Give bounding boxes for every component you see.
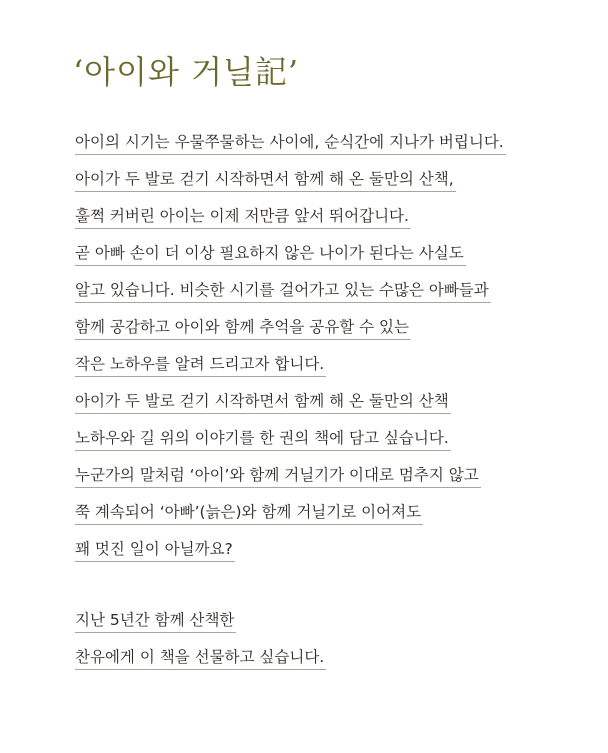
- text-line: 곧 아빠 손이 더 이상 필요하지 않은 나이가 된다는 사실도: [75, 241, 466, 266]
- text-line: 알고 있습니다. 비슷한 시기를 걸어가고 있는 수많은 아빠들과: [75, 278, 491, 303]
- paragraph-gap: [75, 574, 595, 608]
- text-line: 노하우와 길 위의 이야기를 한 권의 책에 담고 싶습니다.: [75, 426, 451, 451]
- text-line: 찬유에게 이 책을 선물하고 싶습니다.: [75, 645, 326, 670]
- text-line: 훌쩍 커버린 아이는 이제 저만큼 앞서 뛰어갑니다.: [75, 204, 411, 229]
- text-line: 함께 공감하고 아이와 함께 추억을 공유할 수 있는: [75, 315, 411, 340]
- text-line: 작은 노하우를 알려 드리고자 합니다.: [75, 352, 326, 377]
- text-line: 아이가 두 발로 걷기 시작하면서 함께 해 온 둘만의 산책,: [75, 167, 456, 192]
- text-line: 쭉 계속되어 ‘아빠’(늙은)와 함께 거닐기로 이어져도: [75, 500, 423, 525]
- text-line: 지난 5년간 함께 산책한: [75, 608, 236, 633]
- body-text: [75, 130, 595, 682]
- text-line: 꽤 멋진 일이 아닐까요?: [75, 537, 235, 562]
- text-line: 아이의 시기는 우물쭈물하는 사이에, 순식간에 지나가 버립니다.: [75, 130, 506, 155]
- page-title: ‘아이와 거닐記’: [73, 53, 300, 91]
- text-line: 아이가 두 발로 걷기 시작하면서 함께 해 온 둘만의 산책: [75, 389, 451, 414]
- text-line: 누군가의 말처럼 ‘아이’와 함께 거닐기가 이대로 멈추지 않고: [75, 463, 481, 488]
